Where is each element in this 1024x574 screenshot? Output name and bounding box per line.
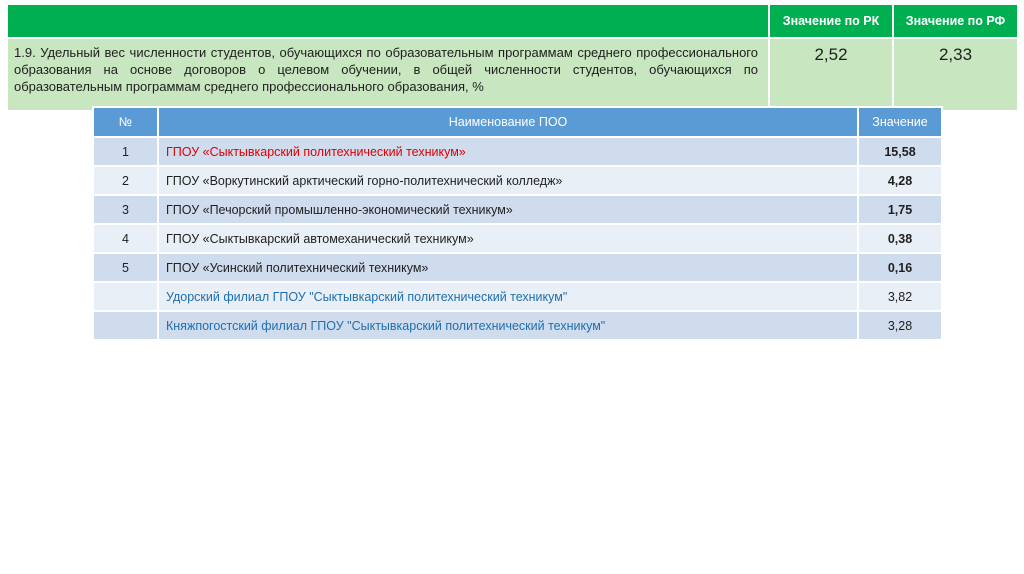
indicator-description: 1.9. Удельный вес численности студентов, обучающихся по образовательным программам среднего профессионального образования на основе договоров о целевом обучении, в общей численности студентов, обучающихся по образовательным программам среднего профессионального образования, %	[7, 38, 769, 111]
table-row	[93, 137, 942, 166]
institution-name: ГПОУ «Сыктывкарский политехнический техникум»	[158, 137, 858, 166]
indicator-value-rf: 2,33	[893, 38, 1018, 111]
indicator-header-blank	[7, 4, 769, 38]
institutions-table	[92, 106, 943, 341]
table-row	[93, 311, 942, 340]
institution-value: 3,28	[858, 311, 942, 340]
institution-name: ГПОУ «Печорский промышленно-экономический техникум»	[158, 195, 858, 224]
table-row	[93, 224, 942, 253]
row-number: 1	[93, 137, 158, 166]
institution-value: 15,58	[858, 137, 942, 166]
institution-name: ГПОУ «Воркутинский арктический горно-политехнический колледж»	[158, 166, 858, 195]
institutions-body	[93, 137, 942, 340]
indicator-value-rk: 2,52	[769, 38, 893, 111]
indicator-row	[7, 38, 1018, 111]
row-number	[93, 282, 158, 311]
header-value: Значение	[858, 107, 942, 137]
institution-name: ГПОУ «Усинский политехнический техникум»	[158, 253, 858, 282]
row-number: 3	[93, 195, 158, 224]
header-name: Наименование ПОО	[158, 107, 858, 137]
institution-value: 0,38	[858, 224, 942, 253]
institutions-header-row	[93, 107, 942, 137]
row-number: 2	[93, 166, 158, 195]
table-row	[93, 166, 942, 195]
institution-value: 4,28	[858, 166, 942, 195]
row-number: 4	[93, 224, 158, 253]
institution-value: 1,75	[858, 195, 942, 224]
table-row	[93, 282, 942, 311]
header-num: №	[93, 107, 158, 137]
row-number: 5	[93, 253, 158, 282]
row-number	[93, 311, 158, 340]
indicator-header-row	[7, 4, 1018, 38]
header-value-rk: Значение по РК	[769, 4, 893, 38]
table-row	[93, 195, 942, 224]
indicator-table	[6, 3, 1019, 112]
table-row	[93, 253, 942, 282]
institution-name: Удорский филиал ГПОУ "Сыктывкарский политехнический техникум"	[158, 282, 858, 311]
institution-name: Княжпогостский филиал ГПОУ "Сыктывкарский политехнический техникум"	[158, 311, 858, 340]
institution-value: 3,82	[858, 282, 942, 311]
institution-value: 0,16	[858, 253, 942, 282]
header-value-rf: Значение по РФ	[893, 4, 1018, 38]
institution-name: ГПОУ «Сыктывкарский автомеханический техникум»	[158, 224, 858, 253]
